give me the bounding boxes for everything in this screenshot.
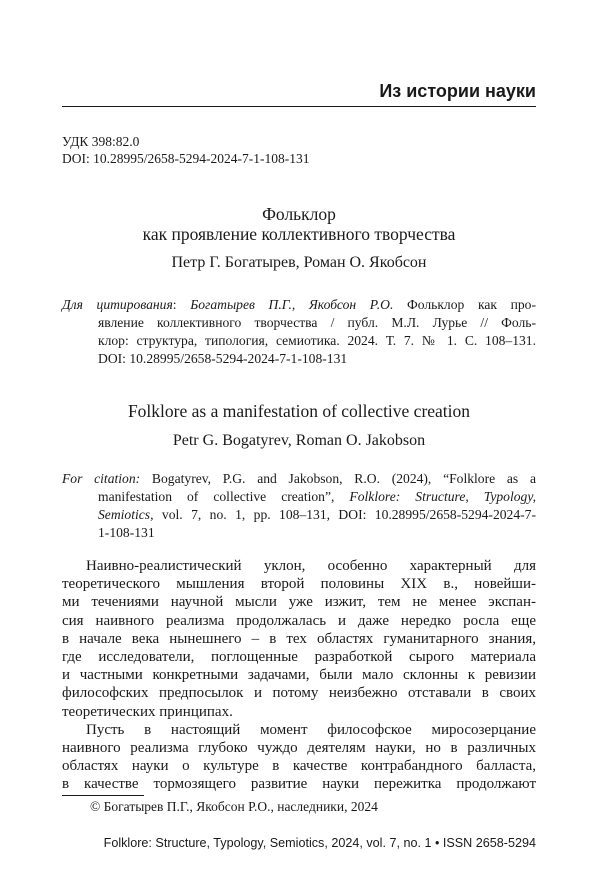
citation-en-journal: Folklore: Structure, Typology, <box>349 489 536 504</box>
title-ru-line1: Фольклор <box>262 204 336 224</box>
citation-en-line3: Semiotics, vol. 7, no. 1, pp. 108–131, DOI: 10.28995/2658-5294-2024-7- <box>98 507 536 522</box>
body-line: Пусть в настоящий момент философское миросозерцание <box>86 721 536 738</box>
citation-en-line2: manifestation of collective creation”, Folklore: Structure, Typology, <box>98 489 536 504</box>
body-line: в качестве тормозящего развитие науки пережитка продолжают <box>62 776 536 793</box>
body-line: ми течениями научной мысли уже изжит, тем не менее экспан- <box>62 594 536 611</box>
footnote-rule <box>62 795 144 796</box>
body-line: сия наивного реализма продолжалась и даже нередко росла еще <box>62 612 536 629</box>
citation-ru-line2: явление коллективного творчества / публ. М.Л. Лурье // Фоль- <box>98 315 536 330</box>
body-line: теоретических принципах. <box>62 703 233 720</box>
citation-en-label: For citation: <box>62 471 141 486</box>
body-line: и частными конкретными задачами, были мало склонны к ревизии <box>62 667 536 684</box>
citation-ru-line3: клор: структура, типология, семиотика. 2024. Т. 7. № 1. С. 108–131. <box>98 333 536 348</box>
doi: DOI: 10.28995/2658-5294-2024-7-1-108-131 <box>62 151 310 166</box>
authors-en: Petr G. Bogatyrev, Roman O. Jakobson <box>172 432 426 449</box>
citation-ru-line1: Для цитирования: Богатырев П.Г., Якобсон Р.О. Фольклор как про- <box>62 297 537 312</box>
citation-en <box>62 470 536 542</box>
section-title: Из истории науки <box>379 81 536 101</box>
body-line: теоретического мышления второй половины XIX в., новейши- <box>62 576 536 593</box>
body-line: где исследователи, поглощенные разработкой сырого материала <box>62 649 536 666</box>
citation-ru <box>62 296 536 368</box>
body-line: областях науки о культуре в качестве контрабандного балласта, <box>62 758 536 775</box>
authors-ru: Петр Г. Богатырев, Роман О. Якобсон <box>171 254 427 271</box>
article-title-en: Folklore as a manifestation of collective creation <box>127 401 471 421</box>
citation-en-line4: 1-108-131 <box>98 525 155 540</box>
journal-footer: Folklore: Structure, Typology, Semiotics, 2024, vol. 7, no. 1 • ISSN 2658-5294 <box>103 836 536 850</box>
body-line: философских предпосылок и потому неизбежно отставали в своих <box>62 685 536 702</box>
article-title-ru <box>62 204 536 244</box>
body-line: наивного реализма глубоко чуждо деятелям науки, но в различных <box>62 740 536 757</box>
citation-ru-label: Для цитирования <box>62 297 173 312</box>
body-text <box>62 557 536 794</box>
body-line: в начале века нынешнего – в тех областях гуманитарного знания, <box>62 630 536 647</box>
header-rule <box>62 106 536 107</box>
citation-ru-authors: Богатырев П.Г., Якобсон Р.О. <box>190 297 394 312</box>
udc-code: УДК 398:82.0 <box>62 134 140 149</box>
copyright-footnote: © Богатырев П.Г., Якобсон Р.О., наследники, 2024 <box>90 799 378 814</box>
citation-ru-line4: DOI: 10.28995/2658-5294-2024-7-1-108-131 <box>98 351 348 366</box>
title-ru-line2: как проявление коллективного творчества <box>142 224 456 244</box>
citation-en-line1: For citation: Bogatyrev, P.G. and Jakobson, R.O. (2024), “Folklore as a <box>62 471 536 486</box>
body-line: Наивно-реалистический уклон, особенно характерный для <box>86 558 536 574</box>
article-meta <box>62 133 309 167</box>
